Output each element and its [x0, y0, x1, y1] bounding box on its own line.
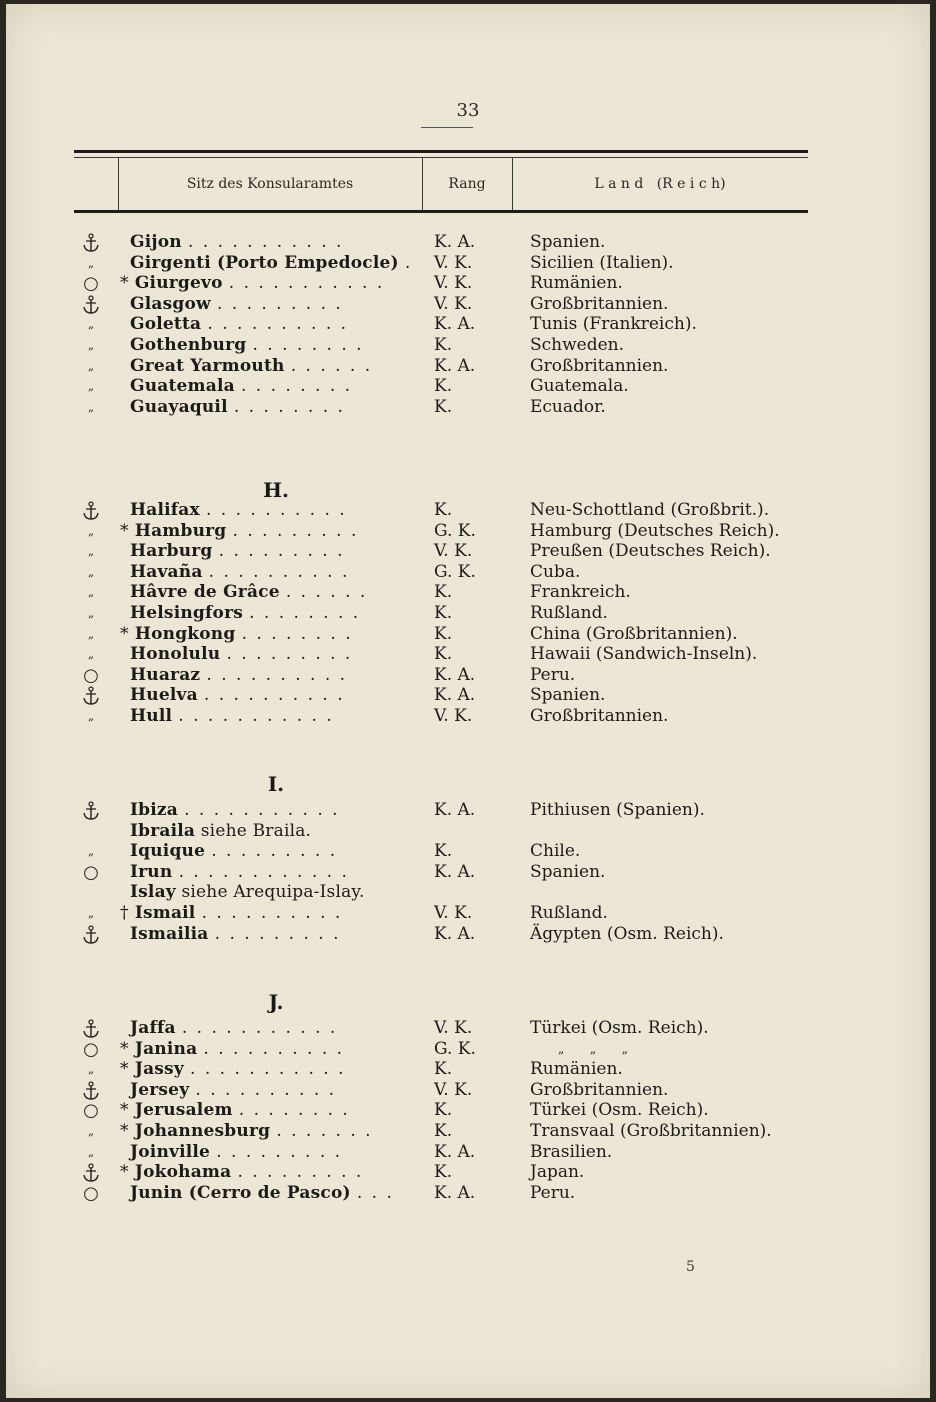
country-cell: Sicilien (Italien).: [530, 252, 674, 273]
leader-dots: . . . . . . . . . .: [208, 561, 350, 582]
rank-cell: K. A.: [434, 314, 476, 335]
consulate-seat: [120, 376, 352, 397]
consulate-seat: [120, 397, 345, 418]
rank-cell: K.: [434, 376, 453, 397]
anchor-svg: [82, 1163, 100, 1183]
country-cell: Peru.: [530, 1182, 576, 1203]
leader-dots: . . . . . . . . . . .: [190, 1059, 346, 1080]
country-cell: Spanien.: [530, 232, 606, 252]
country-cell: Türkei (Osm. Reich).: [530, 1018, 709, 1038]
leader-dots: . . . . . . . . . . .: [181, 1018, 338, 1038]
table-row: [6, 521, 930, 542]
page-number: 33: [456, 100, 480, 121]
leader-dots: . . . . . . . . .: [226, 644, 353, 665]
leader-dots: . . . . . . . . . . .: [184, 800, 340, 820]
leader-dots: . . . . . . . . . . .: [178, 706, 334, 726]
seat-name: Junin (Cerro de Pasco): [130, 1182, 351, 1203]
circle-icon: ○: [83, 861, 99, 883]
circle-icon: ○: [83, 664, 99, 686]
table-row: [6, 644, 930, 665]
seat-name: Harburg: [130, 541, 213, 562]
anchor-icon: [78, 685, 104, 706]
anchor-svg: [82, 1081, 100, 1101]
table-row: [6, 624, 930, 645]
anchor-svg: [82, 295, 100, 315]
consulate-seat: [120, 1183, 394, 1204]
consulate-seat: [120, 562, 349, 583]
seat-name: Havaña: [130, 561, 203, 582]
leader-dots: . . .: [356, 1182, 394, 1203]
rank-cell: K. A.: [434, 685, 476, 706]
leader-dots: . . . . . . .: [276, 1121, 373, 1141]
consulate-seat: [120, 582, 367, 603]
table-row: [6, 603, 930, 624]
table-row: [6, 706, 930, 727]
seat-name: Johannesburg: [134, 1121, 271, 1141]
consulate-seat: [120, 500, 347, 521]
seat-name: Honolulu: [130, 644, 221, 665]
anchor-icon: [78, 294, 104, 315]
ditto-mark-icon: „: [87, 564, 95, 579]
ditto-mark-icon: „: [87, 544, 95, 559]
circle-icon: ○: [83, 1100, 99, 1122]
seat-name: Huaraz: [130, 664, 201, 685]
leader-dots: . . . . . . . .: [238, 1100, 350, 1121]
entry-prefix: *: [120, 1059, 129, 1080]
anchor-icon: [78, 1162, 104, 1183]
rank-cell: V. K.: [434, 706, 473, 726]
ditto-mark-icon: „: [87, 709, 95, 723]
ditto-mark-icon: „: [87, 906, 95, 920]
consulate-seat: [120, 521, 358, 542]
circle-icon: ○: [83, 273, 99, 295]
consulate-seat: [120, 1080, 336, 1101]
consulate-seat: [120, 335, 364, 356]
country-cell: Frankreich.: [530, 582, 631, 603]
rank-cell: K. A.: [434, 664, 476, 685]
entry-prefix: *: [120, 1100, 129, 1121]
table-row: [6, 294, 930, 315]
footer-number: 5: [686, 1259, 695, 1275]
consulate-seat: [120, 624, 353, 645]
leader-dots: . . . . . . . .: [249, 603, 361, 623]
section-letter: H.: [263, 478, 289, 502]
leader-dots: . . . . . .: [290, 355, 373, 376]
rank-cell: K. A.: [434, 355, 476, 376]
header-bottom-rule: [74, 210, 808, 213]
table-row: [6, 1059, 930, 1080]
rank-cell: K.: [434, 841, 453, 862]
country-cell: Pithiusen (Spanien).: [530, 800, 705, 820]
consulate-seat: [120, 903, 342, 924]
leader-dots: . . . . . . . . . .: [206, 664, 348, 685]
anchor-icon: [78, 232, 104, 253]
header-rang: Rang: [448, 176, 486, 192]
seat-name: Gothenburg: [130, 335, 247, 355]
country-cell: Peru.: [530, 664, 576, 685]
leader-dots: . . . . . . . . . .: [207, 314, 349, 335]
anchor-svg: [82, 686, 100, 706]
table-row: [6, 800, 930, 821]
consulate-seat: [120, 603, 360, 624]
consulate-seat: [120, 356, 372, 377]
table-row: [6, 821, 930, 842]
consulate-seat: [120, 1039, 344, 1060]
table-row: [6, 924, 930, 945]
seat-name: Jerusalem: [134, 1100, 233, 1121]
seat-name: Girgenti (Porto Empedocle): [130, 252, 399, 273]
consulate-seat: [120, 800, 340, 821]
rank-cell: K. A.: [434, 923, 476, 944]
table-row: [6, 397, 930, 418]
consulate-seat: [120, 1121, 373, 1142]
seat-name: Ismail: [134, 903, 196, 923]
ditto-mark-icon: „: [87, 338, 95, 352]
country-cell: Türkei (Osm. Reich).: [530, 1100, 709, 1121]
country-cell: Hawaii (Sandwich-Inseln).: [530, 644, 758, 665]
seat-name: Islay: [130, 882, 176, 903]
leader-dots: . . . . . . . .: [240, 376, 353, 397]
rank-cell: K.: [434, 623, 453, 644]
rank-cell: V. K.: [434, 1079, 473, 1100]
seat-name: Great Yarmouth: [130, 355, 285, 376]
country-cell: Preußen (Deutsches Reich).: [530, 541, 771, 562]
consulate-seat: [120, 841, 337, 862]
leader-dots: . . . . . . . . .: [218, 541, 345, 562]
leader-dots: . . . . . . . . . . .: [187, 232, 344, 252]
rank-cell: V. K.: [434, 252, 473, 273]
table-row: [6, 1183, 930, 1204]
table-top-rule-thin: [74, 157, 808, 158]
rank-cell: K.: [434, 500, 453, 520]
consulate-seat: [120, 706, 334, 727]
entry-prefix: *: [120, 623, 129, 644]
table-row: [6, 314, 930, 335]
table-row: [6, 1162, 930, 1183]
ditto-mark-icon: „: [87, 1144, 95, 1159]
leader-dots: . . . . . . . . .: [211, 841, 338, 862]
anchor-icon: [78, 1080, 104, 1101]
section-letter: J.: [268, 990, 284, 1014]
country-cell: Spanien.: [530, 685, 606, 706]
leader-dots: . . . . . . . . . .: [203, 1038, 345, 1059]
rank-cell: V. K.: [434, 1018, 473, 1038]
leader-dots: . . . . . . . . . .: [205, 500, 347, 520]
consulate-seat: [120, 821, 311, 842]
country-cell: China (Großbritannien).: [530, 623, 738, 644]
consulate-seat: [120, 924, 341, 945]
rank-cell: G. K.: [434, 520, 476, 541]
seat-name: Ibraila: [130, 820, 196, 841]
rank-cell: K.: [434, 335, 453, 355]
rank-cell: K. A.: [434, 232, 476, 252]
rank-cell: K.: [434, 396, 453, 417]
ditto-mark-icon: „: [87, 585, 95, 600]
table-row: [6, 356, 930, 377]
seat-name: Guatemala: [130, 376, 235, 397]
seat-name: Jaffa: [130, 1018, 176, 1038]
rank-cell: K.: [434, 644, 453, 665]
rank-cell: K. A.: [434, 1141, 476, 1162]
consulate-seat: [120, 1100, 350, 1121]
consulate-seat: [120, 253, 412, 274]
consulate-seat: [120, 1142, 342, 1163]
country-cell: Ägypten (Osm. Reich).: [530, 923, 724, 944]
rank-cell: K. A.: [434, 800, 476, 820]
rank-cell: K.: [434, 1100, 453, 1121]
consulate-seat: [120, 273, 384, 294]
header-land: L a n d (R e i c h): [594, 176, 726, 192]
anchor-icon: [78, 800, 104, 821]
ditto-mark-icon: „: [87, 1062, 95, 1077]
country-cell: Neu-Schottland (Großbrit.).: [530, 500, 770, 520]
consulate-seat: [120, 1059, 346, 1080]
ditto-mark-icon: „: [87, 606, 95, 620]
rank-cell: G. K.: [434, 1038, 476, 1059]
leader-dots: .: [404, 252, 413, 273]
table-row: [6, 562, 930, 583]
rank-cell: V. K.: [434, 293, 473, 314]
header-sitz: Sitz des Konsularamtes: [186, 176, 354, 192]
consulate-seat: [120, 882, 365, 903]
seat-name: Joinville: [130, 1141, 211, 1162]
seat-name: Iquique: [130, 841, 206, 862]
see-reference: siehe Arequipa-Islay.: [175, 882, 365, 903]
country-cell: Rumänien.: [530, 1059, 623, 1080]
consulate-seat: [120, 1162, 363, 1183]
country-cell: Cuba.: [530, 561, 581, 582]
country-cell: Großbritannien.: [530, 706, 669, 726]
seat-name: Halifax: [130, 500, 200, 520]
ditto-mark-icon: „: [87, 358, 95, 373]
table-row: [6, 1018, 930, 1039]
rank-cell: V. K.: [434, 273, 473, 294]
table-row: [6, 1080, 930, 1101]
seat-name: Jokohama: [134, 1162, 232, 1183]
country-cell: Rumänien.: [530, 273, 623, 294]
consulate-seat: [120, 685, 345, 706]
anchor-svg: [82, 501, 100, 521]
ditto-mark-icon: „: [87, 1124, 95, 1138]
ditto-mark-icon: „: [87, 399, 95, 414]
seat-name: Goletta: [130, 314, 202, 335]
table-row: [6, 582, 930, 603]
consulate-seat: [120, 1018, 337, 1039]
table-row: [6, 685, 930, 706]
circle-icon: ○: [83, 1182, 99, 1204]
country-cell: Großbritannien.: [530, 293, 669, 314]
entry-prefix: *: [120, 273, 129, 294]
leader-dots: . . . . . . . . .: [216, 293, 343, 314]
rank-cell: K.: [434, 1121, 453, 1141]
rank-cell: K. A.: [434, 861, 476, 882]
rank-cell: G. K.: [434, 561, 476, 582]
leader-dots: . . . . . . . . .: [216, 1141, 343, 1162]
seat-name: Hâvre de Grâce: [130, 582, 280, 603]
ditto-mark-icon: „: [87, 626, 95, 641]
rank-cell: K. A.: [434, 1182, 476, 1203]
ditto-mark-icon: „: [87, 379, 95, 394]
seat-name: Hull: [130, 706, 173, 726]
consulate-seat: [120, 665, 347, 686]
seat-name: Giurgevo: [134, 273, 223, 294]
seat-name: Hamburg: [134, 520, 227, 541]
country-cell: Tunis (Frankreich).: [530, 314, 697, 335]
entry-prefix: †: [120, 903, 129, 923]
table-row: [6, 541, 930, 562]
country-cell: Rußland.: [530, 603, 608, 623]
rank-cell: K.: [434, 582, 453, 603]
table-row: [6, 882, 930, 903]
table-row: [6, 1039, 930, 1060]
table-row: [6, 1100, 930, 1121]
rank-cell: K.: [434, 1059, 453, 1080]
table-row: [6, 862, 930, 883]
anchor-svg: [82, 1019, 100, 1039]
leader-dots: . . . . . . . .: [241, 623, 353, 644]
table-row: [6, 665, 930, 686]
leader-dots: . . . . . . . . .: [237, 1162, 364, 1183]
leader-dots: . . . . . . . . . .: [195, 1079, 337, 1100]
table-row: [6, 335, 930, 356]
country-cell: Spanien.: [530, 861, 606, 882]
country-cell: Guatemala.: [530, 376, 629, 397]
entry-prefix: *: [120, 1121, 129, 1141]
consulate-seat: [120, 644, 352, 665]
table-row: [6, 232, 930, 253]
leader-dots: . . . . . . . .: [233, 396, 345, 417]
ditto-mark-icon: „: [87, 317, 95, 332]
page-number-underline: [421, 127, 473, 128]
consulate-seat: [120, 314, 348, 335]
ditto-mark-icon: „: [87, 647, 95, 662]
country-cell: Ecuador.: [530, 396, 606, 417]
seat-name: Ismailia: [130, 923, 209, 944]
consulate-seat: [120, 232, 343, 253]
anchor-svg: [82, 801, 100, 821]
see-reference: siehe Braila.: [195, 820, 312, 841]
section-letter: I.: [267, 772, 285, 796]
entry-prefix: *: [120, 1162, 129, 1183]
country-cell: Großbritannien.: [530, 355, 669, 376]
table-top-rule: [74, 150, 808, 153]
seat-name: Glasgow: [130, 293, 211, 314]
country-cell: Brasilien.: [530, 1141, 613, 1162]
rank-cell: V. K.: [434, 541, 473, 562]
leader-dots: . . . . . . . . . .: [203, 685, 345, 706]
rank-cell: K.: [434, 1162, 453, 1183]
leader-dots: . . . . . . . . . . . .: [178, 861, 349, 882]
seat-name: Helsingfors: [130, 603, 243, 623]
country-cell: Japan.: [530, 1162, 585, 1183]
anchor-svg: [82, 925, 100, 945]
anchor-icon: [78, 1018, 104, 1039]
leader-dots: . . . . . . . . .: [232, 520, 359, 541]
country-cell: Hamburg (Deutsches Reich).: [530, 520, 780, 541]
rank-cell: K.: [434, 603, 453, 623]
seat-name: Jassy: [134, 1059, 184, 1080]
circle-icon: ○: [83, 1038, 99, 1060]
anchor-icon: [78, 924, 104, 945]
leader-dots: . . . . . . . . . .: [201, 903, 343, 923]
table-row: [6, 500, 930, 521]
table-row: [6, 273, 930, 294]
seat-name: Huelva: [130, 685, 198, 706]
seat-name: Hongkong: [134, 623, 236, 644]
seat-name: Jersey: [130, 1079, 190, 1100]
entry-prefix: *: [120, 1038, 129, 1059]
country-cell: Chile.: [530, 841, 581, 862]
leader-dots: . . . . . .: [285, 582, 368, 603]
ditto-mark-icon: „: [87, 523, 95, 538]
seat-name: Irun: [130, 861, 173, 882]
rank-cell: V. K.: [434, 903, 473, 923]
consulate-seat: [120, 294, 343, 315]
consulate-seat: [120, 541, 345, 562]
leader-dots: . . . . . . . .: [252, 335, 364, 355]
seat-name: Guayaquil: [130, 396, 228, 417]
table-row: [6, 253, 930, 274]
ditto-mark-icon: „: [87, 255, 95, 270]
country-cell: „ „ „: [558, 1041, 634, 1056]
table-row: [6, 1142, 930, 1163]
table-row: [6, 376, 930, 397]
country-cell: Großbritannien.: [530, 1079, 669, 1100]
country-cell: Schweden.: [530, 335, 625, 355]
leader-dots: . . . . . . . . . . .: [228, 273, 385, 294]
seat-name: Gijon: [130, 232, 182, 252]
document-page: [6, 4, 930, 1398]
consulate-seat: [120, 862, 349, 883]
ditto-mark-icon: „: [87, 844, 95, 859]
country-cell: Rußland.: [530, 903, 608, 923]
seat-name: Janina: [134, 1038, 198, 1059]
table-row: [6, 1121, 930, 1142]
entry-prefix: *: [120, 520, 129, 541]
country-cell: Transvaal (Großbritannien).: [530, 1121, 772, 1141]
anchor-icon: [78, 500, 104, 521]
table-row: [6, 841, 930, 862]
leader-dots: . . . . . . . . .: [214, 923, 341, 944]
table-row: [6, 903, 930, 924]
anchor-svg: [82, 233, 100, 253]
seat-name: Ibiza: [130, 800, 178, 820]
